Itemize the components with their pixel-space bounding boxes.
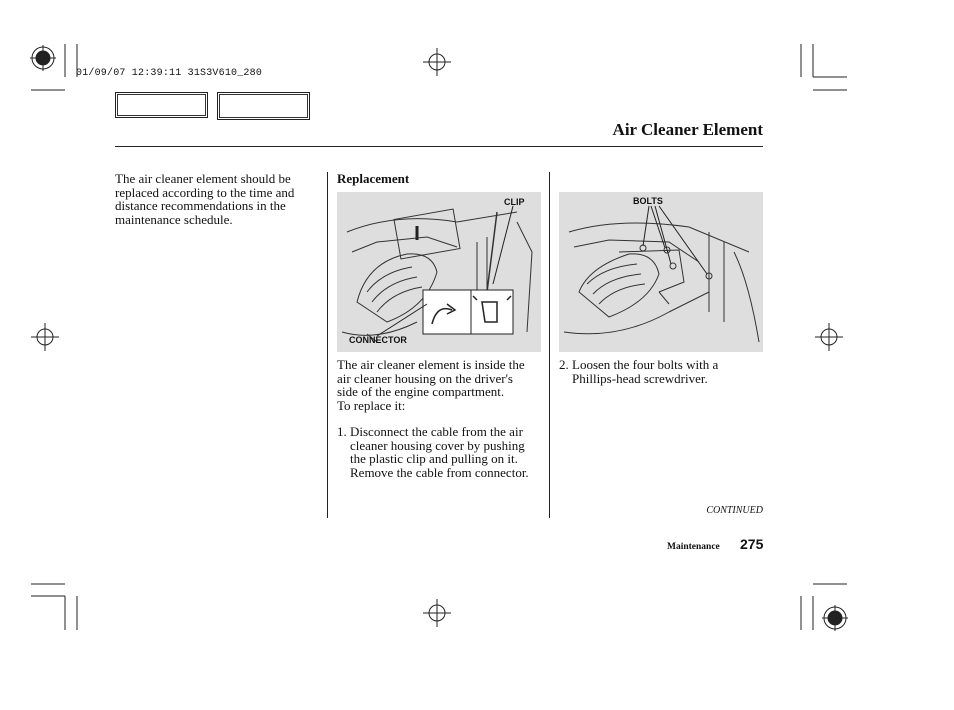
section-tab-1 xyxy=(115,92,208,118)
page-title: Air Cleaner Element xyxy=(612,120,763,139)
section-tab-2 xyxy=(217,92,310,120)
step-text: Disconnect the cable from the air cleaner housing cover by pushing the plastic clip and pulling on it. Remove the cable from connector. xyxy=(350,424,529,480)
step-2 xyxy=(559,358,763,385)
continued-label: CONTINUED xyxy=(706,505,763,516)
sunburst-mark-icon xyxy=(30,45,56,71)
title-rule xyxy=(115,146,763,147)
step-number: 2. xyxy=(559,357,569,372)
clip-label: CLIP xyxy=(504,197,525,207)
engine-bolts-illustration xyxy=(559,192,763,352)
crosshair-mark-icon xyxy=(423,599,451,627)
intro-paragraph: The air cleaner element should be replaced according to the time and distance recommendations in the maintenance schedule. xyxy=(115,171,295,227)
engine-diagram-icon xyxy=(337,192,541,352)
connector-label: CONNECTOR xyxy=(349,335,407,345)
step-text: Loosen the four bolts with a Phillips-head screwdriver. xyxy=(572,357,719,386)
crosshair-mark-icon xyxy=(423,48,451,76)
page-number: 275 xyxy=(740,536,764,552)
engine-clip-illustration xyxy=(337,192,541,352)
bolts-label: BOLTS xyxy=(633,196,663,206)
print-stamp: 01/09/07 12:39:11 31S3V610_280 xyxy=(76,68,263,79)
column-divider xyxy=(549,172,550,518)
location-paragraph: The air cleaner element is inside the air cleaner housing on the driver's side of the engine compartment. To replace it: xyxy=(337,357,525,413)
crosshair-mark-icon xyxy=(31,323,59,351)
step-1 xyxy=(337,425,547,479)
sunburst-mark-icon xyxy=(822,605,848,631)
column-divider xyxy=(327,172,328,518)
step-number: 1. xyxy=(337,424,347,439)
engine-diagram-icon xyxy=(559,192,763,352)
footer-section-name: Maintenance xyxy=(667,542,720,552)
crosshair-mark-icon xyxy=(815,323,843,351)
replacement-heading: Replacement xyxy=(337,171,410,186)
